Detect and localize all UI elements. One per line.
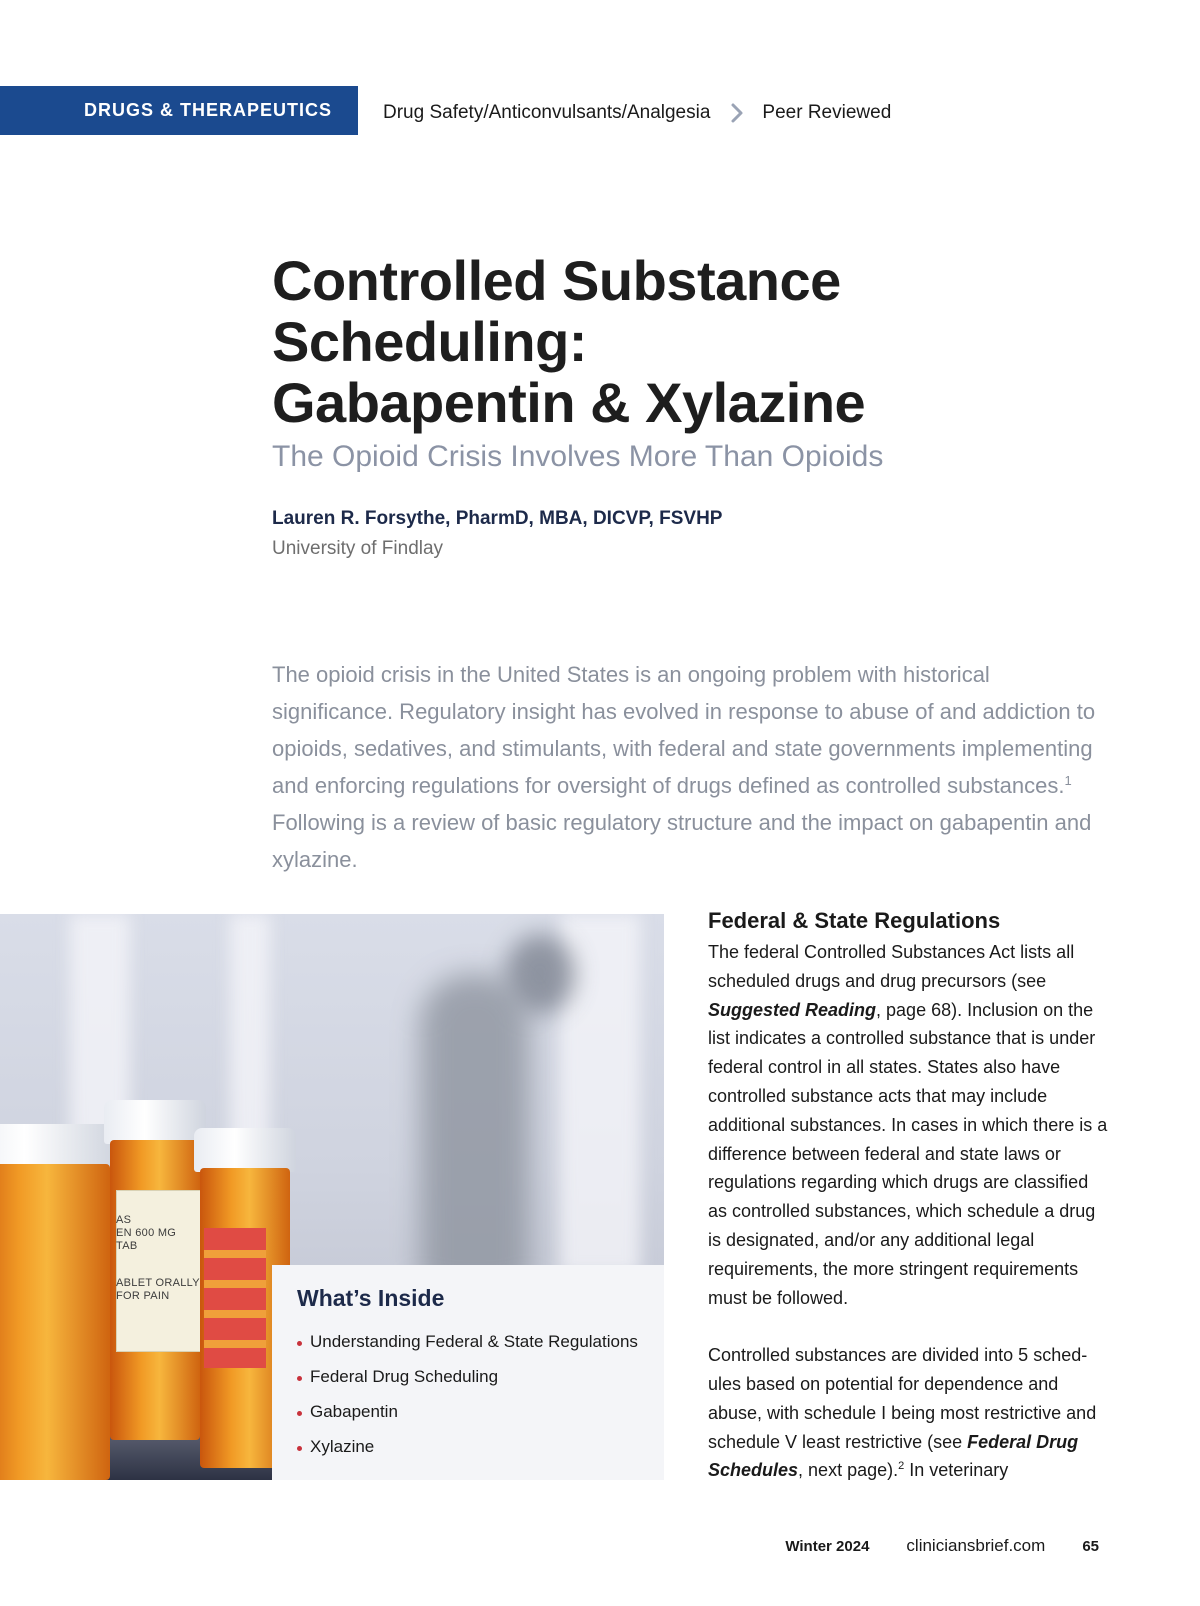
bottle-cap bbox=[0, 1124, 116, 1168]
article-title-line: Scheduling: bbox=[272, 310, 587, 373]
body-text: , page 68). Inclusion on the list indicates a controlled substance that is under federal control in all states. States also have controlled substance acts that may include additional substances. In cases in which there is a difference between federal and state laws or regulations regarding which drugs are classified as controlled substances, which schedule a drug is designated, and/or any additional legal requirements, the more stringent requirements must be followed. bbox=[708, 999, 1108, 1308]
whats-inside-item[interactable] bbox=[297, 1402, 640, 1437]
chevron-right-icon bbox=[730, 102, 744, 124]
bottle-label-text bbox=[116, 1214, 200, 1303]
intro-paragraph bbox=[272, 656, 1102, 878]
bullet-icon bbox=[297, 1341, 302, 1346]
whats-inside-item-label: Xylazine bbox=[310, 1437, 375, 1456]
bottle-label-line: FOR PAIN bbox=[116, 1290, 170, 1302]
whats-inside-item-label: Understanding Federal & State Regulations bbox=[310, 1332, 638, 1351]
whats-inside-box bbox=[272, 1265, 664, 1480]
blurred-person bbox=[420, 974, 530, 1294]
whats-inside-item[interactable] bbox=[297, 1437, 640, 1472]
author-affiliation: University of Findlay bbox=[272, 538, 444, 559]
breadcrumb bbox=[383, 98, 891, 128]
section-tag-label: DRUGS & THERAPEUTICS bbox=[83, 100, 332, 120]
whats-inside-heading: What’s Inside bbox=[297, 1285, 445, 1311]
author-name: Lauren R. Forsythe, PharmD, MBA, DICVP, FSVHP bbox=[272, 508, 723, 529]
section-heading: Federal & State Regulations bbox=[708, 908, 1001, 933]
bottle-label-line: ABLET ORALLY bbox=[116, 1277, 200, 1289]
breadcrumb-review-status: Peer Reviewed bbox=[762, 102, 892, 123]
body-text: , next page). bbox=[798, 1460, 899, 1481]
bottle-label-line: AS bbox=[116, 1214, 132, 1226]
whats-inside-item[interactable] bbox=[297, 1367, 640, 1402]
bullet-icon bbox=[297, 1446, 302, 1451]
breadcrumb-category: Drug Safety/Anticonvulsants/Analgesia bbox=[383, 102, 711, 123]
bottle-label-line: EN 600 MG TAB bbox=[116, 1227, 177, 1252]
reference-marker: 2 bbox=[898, 1460, 905, 1473]
body-column bbox=[708, 906, 1108, 1485]
whats-inside-item-label: Federal Drug Scheduling bbox=[310, 1367, 499, 1386]
whats-inside-item[interactable] bbox=[297, 1332, 640, 1367]
pill-bottle bbox=[0, 1164, 110, 1480]
section-tag bbox=[0, 86, 358, 135]
intro-text-continued: Following is a review of basic regulatory structure and the impact on gabapentin and xylazine. bbox=[272, 810, 1092, 872]
article-title-line: Gabapentin & Xylazine bbox=[272, 371, 866, 434]
body-paragraph bbox=[708, 938, 1108, 1312]
article-title bbox=[272, 250, 972, 433]
article-subtitle: The Opioid Crisis Involves More Than Opioids bbox=[272, 440, 884, 473]
bottle-warning-label bbox=[204, 1228, 266, 1368]
bottle-cap bbox=[194, 1128, 296, 1172]
reference-marker: 1 bbox=[1064, 773, 1072, 788]
issue-label: Winter 2024 bbox=[785, 1537, 870, 1555]
website-link[interactable]: cliniciansbrief.com bbox=[906, 1536, 1046, 1555]
whats-inside-list bbox=[297, 1332, 640, 1472]
suggested-reading-link[interactable]: Suggested Reading bbox=[708, 999, 877, 1020]
page-number: 65 bbox=[1082, 1537, 1099, 1555]
federal-drug-schedules-link[interactable]: Federal Drug Schedules bbox=[708, 1431, 1079, 1481]
whats-inside-item-label: Gabapentin bbox=[310, 1402, 398, 1421]
body-paragraph bbox=[708, 1341, 1108, 1485]
body-text: The federal Controlled Substances Act lists all scheduled drugs and drug precursors (see bbox=[708, 942, 1075, 991]
page-footer bbox=[785, 1536, 1099, 1556]
body-text: Controlled substances are divided into 5 sched-ules based on potential for dependence and abuse, with schedule I being most restrictive and schedule V least restrictive (see bbox=[708, 1345, 1097, 1452]
bottle-body bbox=[0, 1164, 110, 1480]
intro-text: The opioid crisis in the United States is an ongoing problem with historical significance. Regulatory insight has evolved in response to abuse of and addiction to opioids, sedatives, and stimulants, with federal and state governments implementing and enforcing regulations for oversight of drugs defined as controlled substances. bbox=[272, 662, 1096, 798]
pill-bottle bbox=[110, 1140, 200, 1440]
bullet-icon bbox=[297, 1376, 302, 1381]
body-text: In veterinary bbox=[904, 1460, 1009, 1481]
article-title-line: Controlled Substance bbox=[272, 249, 841, 312]
bottle-cap bbox=[104, 1100, 206, 1144]
bullet-icon bbox=[297, 1411, 302, 1416]
